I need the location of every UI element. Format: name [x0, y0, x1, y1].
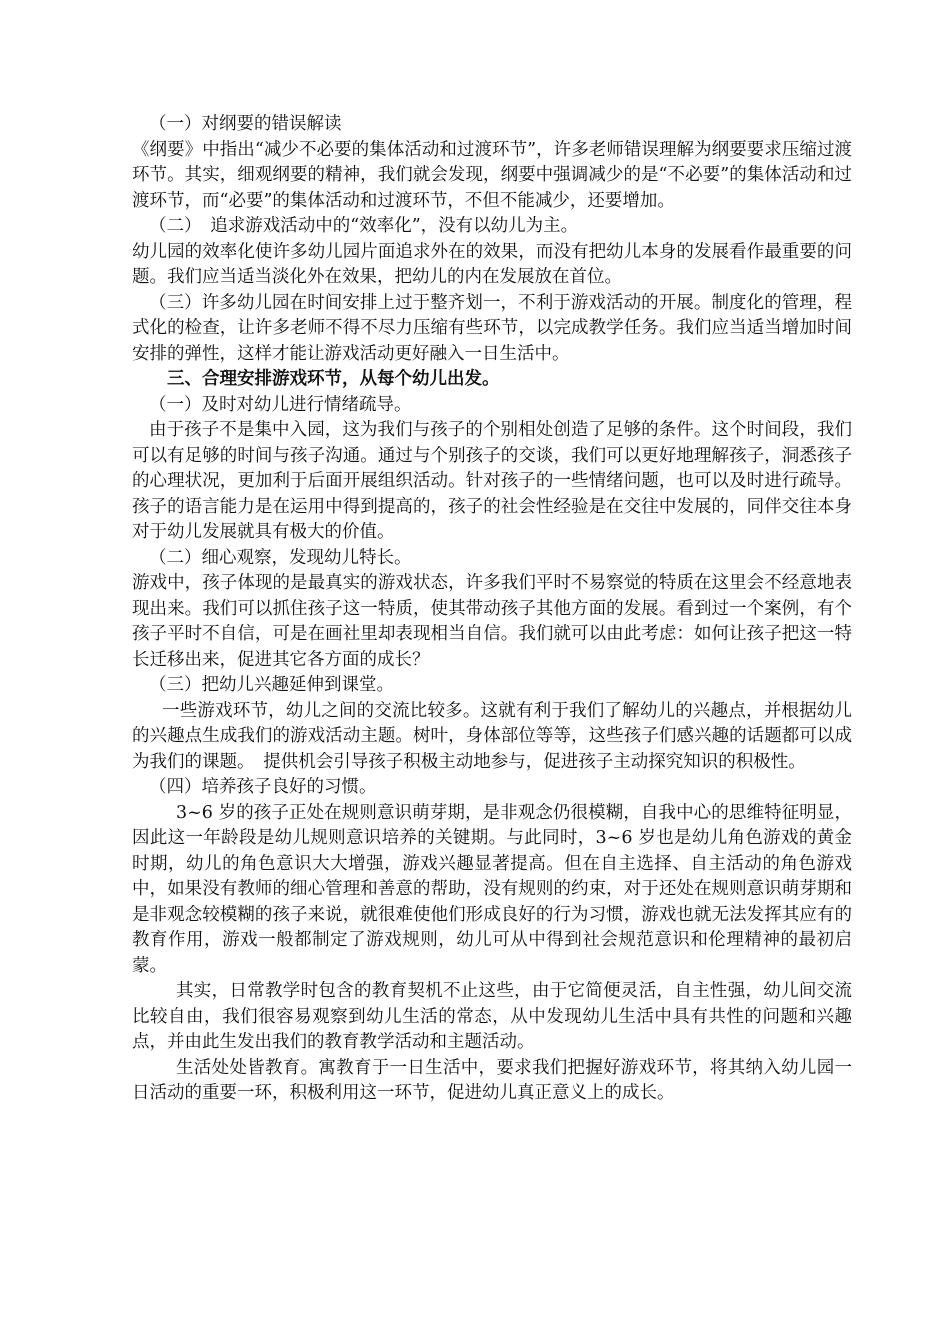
subheading-habits: （四）培养孩子良好的习惯。: [149, 777, 377, 797]
paragraph-schedule: （三）许多幼儿园在时间安排上过于整齐划一，不利于游戏活动的开展。制度化的管理，程式化的检查，让许多老师不得不尽力压缩有些环节，以完成教学任务。我们应当适当增加时间安排的弹性，这样才能让游戏活动更好融入一日生活中。: [132, 292, 852, 364]
paragraph-emotion: 由于孩子不是集中入园，这为我们与孩子的个别相处创造了足够的条件。这个时间段，我们可以有足够的时间与孩子沟通。通过与个别孩子的交谈，我们可以更好地理解孩子，洞悉孩子的心理状况，更加利于后面开展组织活动。针对孩子的一些情绪问题，也可以及时进行疏导。孩子的语言能力是在运用中得到提高的，孩子的社会性经验是在交往中发展的，同伴交往本身对于幼儿发展就具有极大的价值。: [132, 420, 852, 542]
paragraph-habits: 3~6 岁的孩子正处在规则意识萌芽期，是非观念仍很模糊，自我中心的思维特征明显，因此这一年龄段是幼儿规则意识培养的关键期。与此同时，3~6 岁也是幼儿角色游戏的黄金时期，幼儿的角色意识大大增强，游戏兴趣显著提高。但在自主选择、自主活动的角色游戏中，如果没有教师的细心管理和善意的帮助，没有规则的约束，对于还处在规则意识萌芽期和是非观念较模糊的孩子来说，就很难使他们形成良好的行为习惯，游戏也就无法发挥其应有的教育作用，游戏一般都制定了游戏规则，幼儿可从中得到社会规范意识和伦理精神的最初启蒙。: [132, 802, 852, 976]
paragraph-daily-teaching: 其实，日常教学时包含的教育契机不止这些，由于它简便灵活，自主性强，幼儿间交流比较自由，我们很容易观察到幼儿生活的常态，从中发现幼儿生活中具有共性的问题和兴趣点，并由此生发出我们的教育教学活动和主题活动。: [132, 981, 852, 1052]
subheading-emotion: （一）及时对幼儿进行情绪疏导。: [149, 394, 412, 415]
subheading-misreading: （一）对纲要的错误解读: [149, 114, 342, 134]
subheading-efficiency: （二） 追求游戏活动中的“效率化”，没有以幼儿为主。: [149, 216, 579, 236]
paragraph-conclusion: 生活处处皆教育。寓教育于一日生活中，要求我们把握好游戏环节，将其纳入幼儿园一日活动的重要一环，积极利用这一环节，促进幼儿真正意义上的成长。: [132, 1057, 852, 1103]
paragraph-interest: 一些游戏环节，幼儿之间的交流比较多。这就有利于我们了解幼儿的兴趣点，并根据幼儿的兴趣点生成我们的游戏活动主题。树叶，身体部位等等，这些孩子们感兴趣的话题都可以成为我们的课题。 提供机会引导孩子积极主动地参与，促进孩子主动探究知识的积极性。: [132, 700, 852, 772]
document-page: [132, 112, 852, 1107]
paragraph-outline-quote: 《纲要》中指出“减少不必要的集体活动和过渡环节”，许多老师错误理解为纲要要求压缩过渡环节。其实，细观纲要的精神，我们就会发现，纲要中强调减少的是“不必要”的集体活动和过渡环节，而“必要”的集体活动和过渡环节，不但不能减少，还要增加。: [132, 139, 852, 211]
paragraph-efficiency: 幼儿园的效率化使许多幼儿园片面追求外在的效果，而没有把幼儿本身的发展看作最重要的问题。我们应当适当淡化外在效果，把幼儿的内在发展放在首位。: [132, 241, 852, 287]
section-heading-3: 三、合理安排游戏环节，从每个幼儿出发。: [167, 369, 500, 389]
subheading-observe: （二）细心观察，发现幼儿特长。: [149, 547, 412, 568]
subheading-interest: （三）把幼儿兴趣延伸到课堂。: [149, 675, 394, 695]
paragraph-observe: 游戏中，孩子体现的是最真实的游戏状态，许多我们平时不易察觉的特质在这里会不经意地表现出来。我们可以抓住孩子这一特质，使其带动孩子其他方面的发展。看到过一个案例，有个孩子平时不自信，可是在画社里却表现相当自信。我们就可以由此考虑：如何让孩子把这一特长迁移出来，促进其它各方面的成长？: [132, 573, 852, 670]
